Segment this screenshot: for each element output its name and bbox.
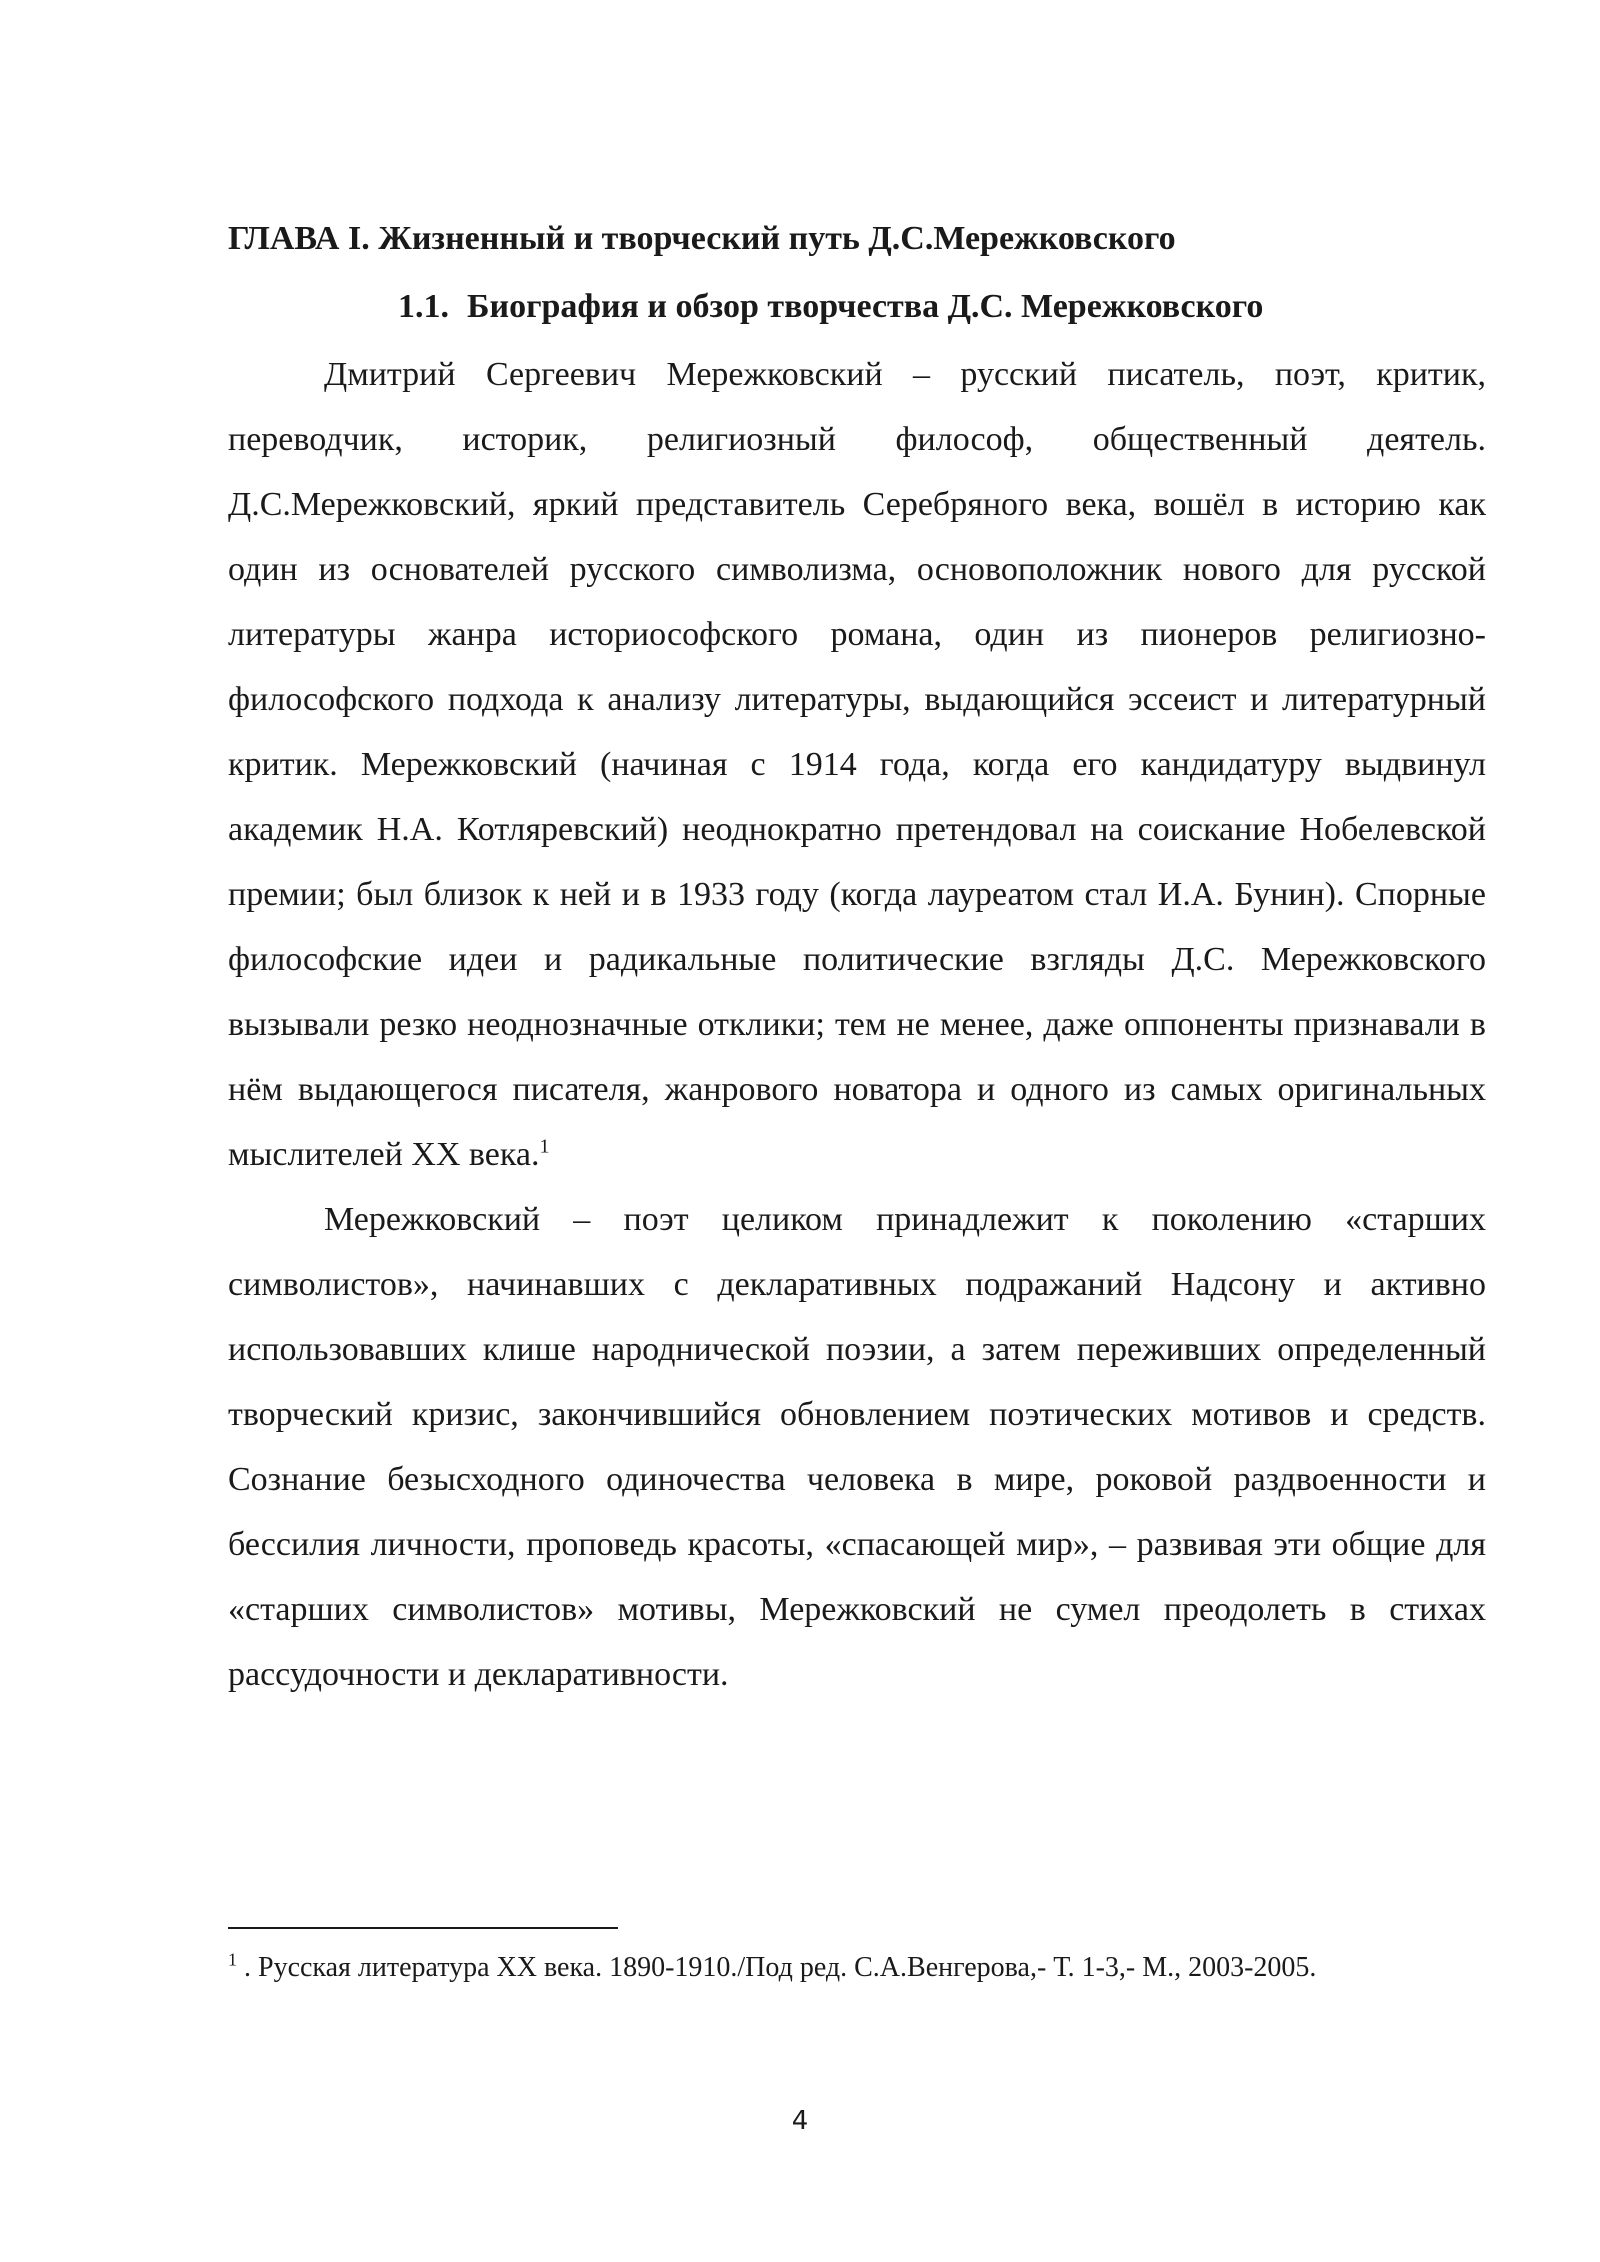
footnote-marker: 1	[228, 1949, 237, 1970]
paragraph	[228, 342, 1486, 1187]
paragraph-text: Дмитрий Сергеевич Мережковский – русский писатель, поэт, критик, переводчик, историк, религиозный философ, общественный деятель. Д.С.Мережковский, яркий представитель Серебряного века, вошёл в историю как один из основателей русского символизма, основоположник нового для русской литературы жанра историософского романа, один из пионеров религиозно-философского подхода к анализу литературы, выдающийся эссеист и литературный критик. Мережковский (начиная с 1914 года, когда его кандидатуру выдвинул академик Н.А. Котляревский) неоднократно претендовал на соискание Нобелевской премии; был близок к ней и в 1933 году (когда лауреатом стал И.А. Бунин). Спорные философские идеи и радикальные политические взгляды Д.С. Мережковского вызывали резко неоднозначные отклики; тем не менее, даже оппоненты признавали в нём выдающегося писателя, жанрового новатора и одного из самых оригинальных мыслителей XX века.	[228, 356, 1486, 1173]
footnote-reference[interactable]: 1	[539, 1135, 550, 1158]
chapter-title: ГЛАВА I. Жизненный и творческий путь Д.С.Мережковского	[228, 220, 1176, 257]
section-number: 1.1.	[398, 288, 449, 325]
paragraph-text: Мережковский – поэт целиком принадлежит к поколению «старших символистов», начинавших с декларативных подражаний Надсону и активно использовавших клише народнической поэзии, а затем переживших определенный творческий кризис, закончившийся обновлением поэтических мотивов и средств. Сознание безысходного одиночества человека в мире, роковой раздвоенности и бессилия личности, проповедь красоты, «спасающей мир», – развивая эти общие для «старших символистов» мотивы, Мережковский не сумел преодолеть в стихах рассудочности и декларативности.	[228, 1201, 1486, 1693]
section-title: Биография и обзор творчества Д.С. Мережковского	[467, 288, 1264, 325]
paragraph	[228, 1187, 1486, 1707]
section-heading	[228, 282, 1600, 332]
footnote-text: . Русская литература XX века. 1890-1910./Под ред. С.А.Венгерова,- Т. 1-3,- М., 2003-2005.	[244, 1952, 1317, 1983]
body-text	[228, 342, 1486, 1707]
page-number: 4	[791, 2106, 809, 2136]
footnote	[228, 1942, 1448, 1994]
footnote-separator	[228, 1927, 618, 1929]
